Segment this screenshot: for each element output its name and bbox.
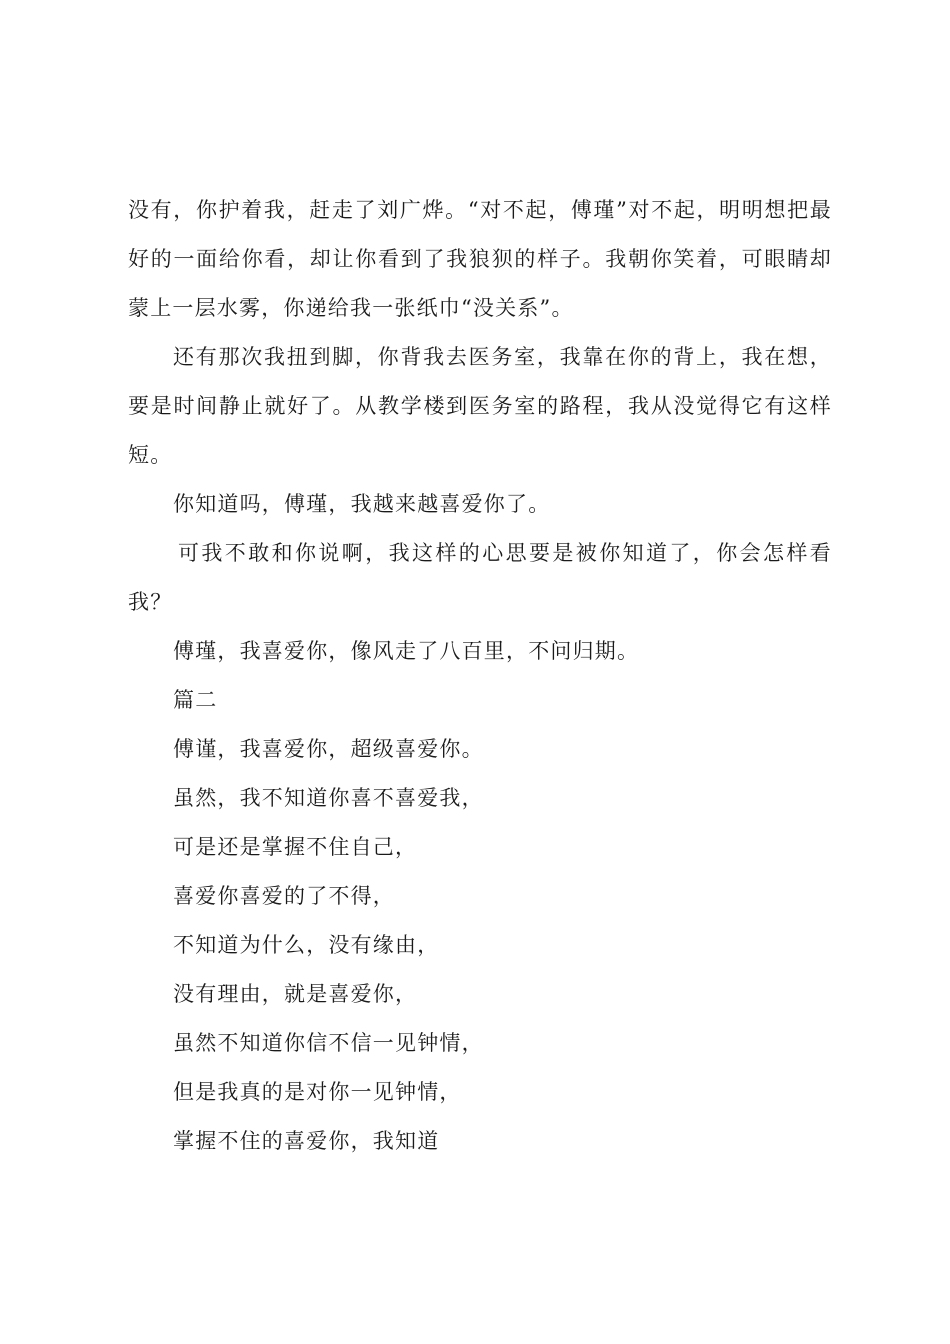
- poem-line: 虽然，我不知道你喜不喜爱我，: [173, 786, 484, 810]
- poem: [128, 725, 832, 1166]
- poem-line: 但是我真的是对你一见钟情，: [173, 1080, 462, 1104]
- poem-line: 没有理由，就是喜爱你，: [173, 982, 418, 1006]
- paragraph-4: 可我不敢和你说啊，我这样的心思要是被你知道了，你会怎样看我？: [128, 541, 832, 614]
- section-title: 篇二: [173, 688, 218, 712]
- paragraph-3: 你知道吗，傅瑾，我越来越喜爱你了。: [173, 492, 551, 516]
- poem-line: 可是还是掌握不住自己，: [173, 835, 418, 859]
- paragraph-2: 还有那次我扭到脚，你背我去医务室，我靠在你的背上，我在想，要是时间静止就好了。从教学楼到医务室的路程，我从没觉得它有这样短。: [128, 345, 832, 467]
- paragraph-1: 没有，你护着我，赶走了刘广烨。“对不起，傅瑾”对不起，明明想把最好的一面给你看，却让你看到了我狼狈的样子。我朝你笑着，可眼睛却蒙上一层水雾，你递给我一张纸巾“没关系”。: [128, 198, 832, 320]
- paragraph-5: 傅瑾，我喜爱你，像风走了八百里，不问归期。: [173, 639, 640, 663]
- poem-line: 不知道为什么，没有缘由，: [173, 933, 440, 957]
- poem-line: 傅谨，我喜爱你，超级喜爱你。: [173, 737, 484, 761]
- poem-line: 虽然不知道你信不信一见钟情，: [173, 1031, 484, 1055]
- poem-line: 喜爱你喜爱的了不得，: [173, 884, 395, 908]
- poem-line: 掌握不住的喜爱你，我知道: [173, 1129, 440, 1153]
- document-body: [128, 186, 832, 1166]
